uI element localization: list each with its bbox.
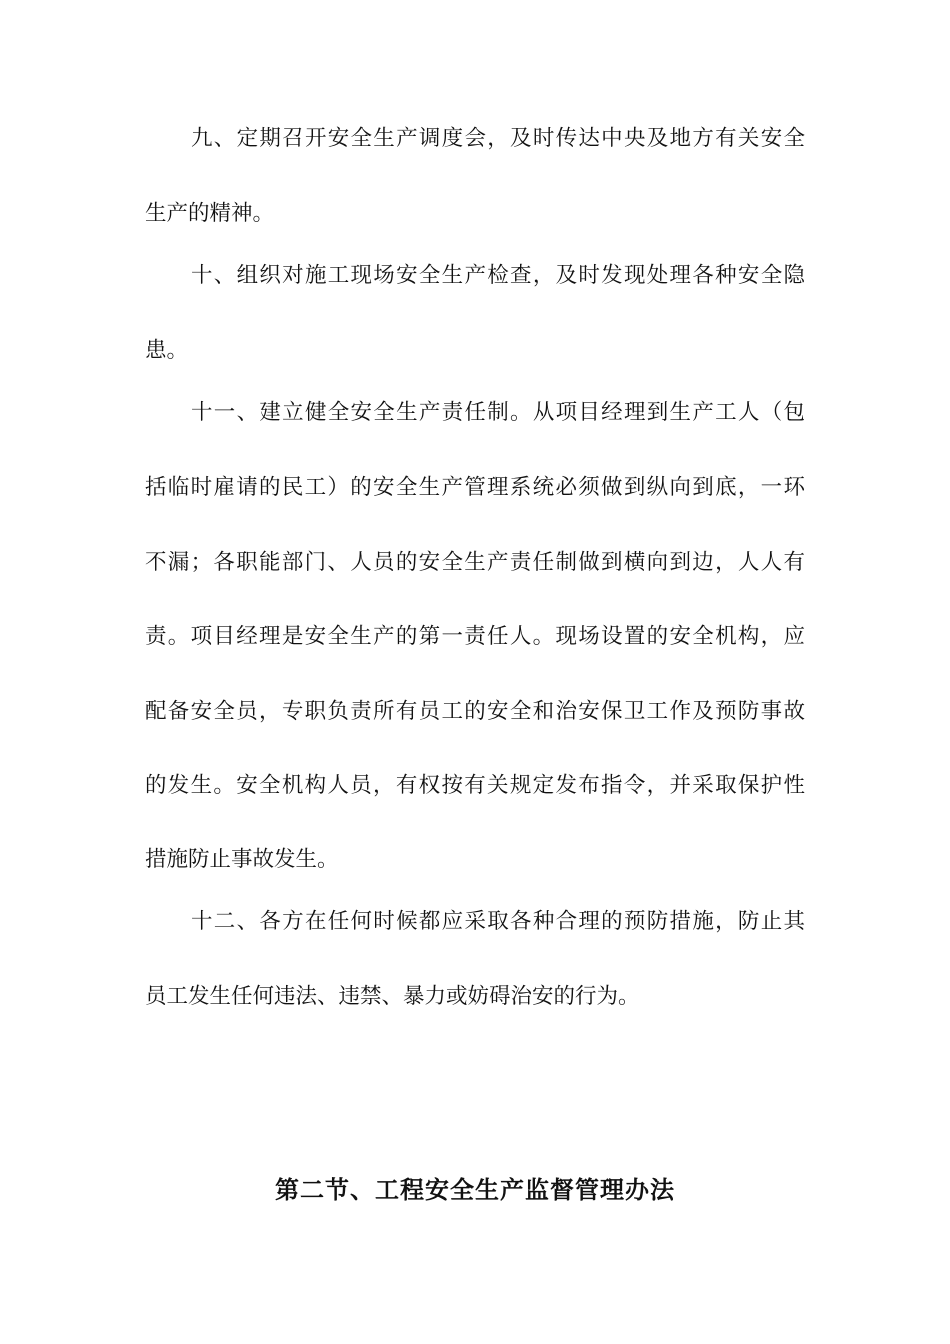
paragraph-12-line-1: 十二、各方在任何时候都应采取各种合理的预防措施，防止其 — [191, 909, 805, 934]
paragraph-10-line-2: 患。 — [145, 338, 189, 363]
paragraph-10-line-1: 十、组织对施工现场安全生产检查，及时发现处理各种安全隐 — [191, 263, 805, 288]
paragraph-11-line-7: 措施防止事故发生。 — [145, 847, 339, 872]
paragraph-11-line-6: 的发生。安全机构人员，有权按有关规定发布指令，并采取保护性 — [145, 773, 805, 798]
paragraph-11-line-1: 十一、建立健全安全生产责任制。从项目经理到生产工人（包 — [191, 400, 805, 425]
paragraph-12-line-2: 员工发生任何违法、违禁、暴力或妨碍治安的行为。 — [145, 984, 640, 1009]
paragraph-9-line-1: 九、定期召开安全生产调度会，及时传达中央及地方有关安全 — [191, 126, 805, 151]
paragraph-11-line-4: 责。项目经理是安全生产的第一责任人。现场设置的安全机构，应 — [145, 624, 805, 649]
paragraph-11-line-3: 不漏；各职能部门、人员的安全生产责任制做到横向到边，人人有 — [145, 550, 805, 575]
paragraph-9-line-2: 生产的精神。 — [145, 201, 275, 226]
paragraph-11-line-5: 配备安全员，专职负责所有员工的安全和治安保卫工作及预防事故 — [145, 699, 805, 724]
section-heading: 第二节、工程安全生产监督管理办法 — [275, 1176, 675, 1204]
paragraph-11-line-2: 括临时雇请的民工）的安全生产管理系统必须做到纵向到底，一环 — [145, 475, 805, 500]
